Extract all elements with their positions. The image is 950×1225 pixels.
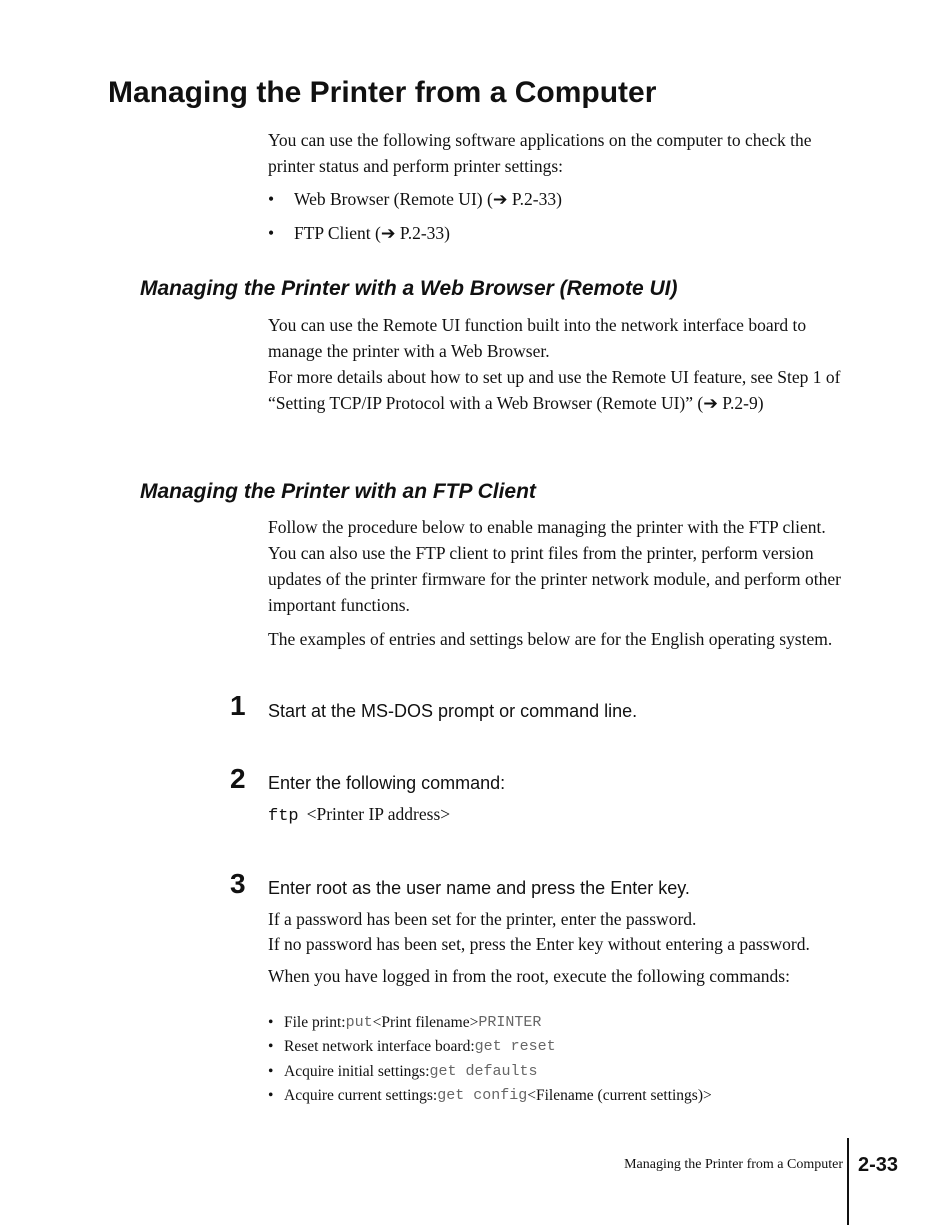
arrow-icon: ➔ (492, 189, 508, 209)
command-code: get defaults (429, 1062, 538, 1080)
step-number: 1 (230, 690, 246, 721)
list-item: • File print: put <Print filename> PRINTER (268, 1014, 712, 1038)
bullet-text: Web Browser (Remote UI) (➔ P.2-33) (294, 189, 562, 209)
step-number: 2 (230, 763, 246, 794)
bullet-dot: • (268, 1038, 274, 1056)
ftp-heading: Managing the Printer with an FTP Client (140, 480, 536, 503)
command-code: PRINTER (478, 1014, 542, 1031)
bullet-text: FTP Client (➔ P.2-33) (294, 223, 450, 243)
page-title: Managing the Printer from a Computer (108, 76, 657, 109)
step-number: 3 (230, 868, 246, 899)
list-item: • Reset network interface board: get reset (268, 1038, 712, 1062)
intro-paragraph (268, 127, 848, 179)
bullet-dot: • (268, 223, 275, 243)
command-code: get config (437, 1086, 528, 1104)
step-detail (268, 907, 848, 989)
command-argument: <Printer IP address> (306, 804, 451, 824)
command-code: ftp (268, 807, 299, 826)
bullet-dot: • (268, 1062, 274, 1080)
command-example (268, 804, 450, 826)
footer-divider (847, 1138, 849, 1225)
step-text: Enter root as the user name and press the Enter key. (268, 878, 690, 898)
ftp-note: The examples of entries and settings below are for the English operating system. (268, 629, 833, 649)
intro-text: You can use the following software applications on the computer to check the printer status and perform printer settings: (268, 130, 812, 176)
arrow-icon: ➔ (380, 223, 396, 243)
list-item: • Acquire current settings: get config <Filename (current settings)> (268, 1087, 712, 1111)
bullet-dot: • (268, 189, 275, 209)
remote-ui-body (268, 312, 848, 416)
page-number: 2-33 (858, 1154, 899, 1176)
step-text: Enter the following command: (268, 773, 506, 793)
ftp-paragraph: Follow the procedure below to enable managing the printer with the FTP client. You can also use the FTP client to print files from the printer, perform version updates of the printer firmware for the printer network module, and perform other important functions. (268, 517, 841, 615)
ftp-body (268, 514, 848, 652)
password-unset-note: If no password has been set, press the Enter key without entering a password. (268, 934, 810, 954)
software-bullet-list (268, 189, 562, 257)
bullet-dot: • (268, 1014, 274, 1031)
footer-section-name: Managing the Printer from a Computer (624, 1157, 843, 1172)
remote-ui-reference: For more details about how to set up and use the Remote UI feature, see Step 1 of “Setting TCP/IP Protocol with a Web Browser (Remote UI)” (➔ P.2-9) (268, 367, 841, 413)
command-code: get reset (474, 1038, 556, 1056)
command-code: put (345, 1014, 373, 1031)
commands-intro: When you have logged in from the root, execute the following commands: (268, 966, 790, 986)
bullet-dot: • (268, 1086, 274, 1104)
remote-ui-heading: Managing the Printer with a Web Browser (Remote UI) (140, 277, 678, 300)
remote-ui-paragraph: You can use the Remote UI function built into the network interface board to manage the printer with a Web Browser. (268, 315, 807, 361)
command-list (268, 1014, 712, 1111)
step-text: Start at the MS-DOS prompt or command line. (268, 701, 638, 721)
list-item (268, 223, 562, 257)
list-item (268, 189, 562, 223)
list-item: • Acquire initial settings: get defaults (268, 1063, 712, 1087)
password-set-note: If a password has been set for the printer, enter the password. (268, 909, 697, 929)
